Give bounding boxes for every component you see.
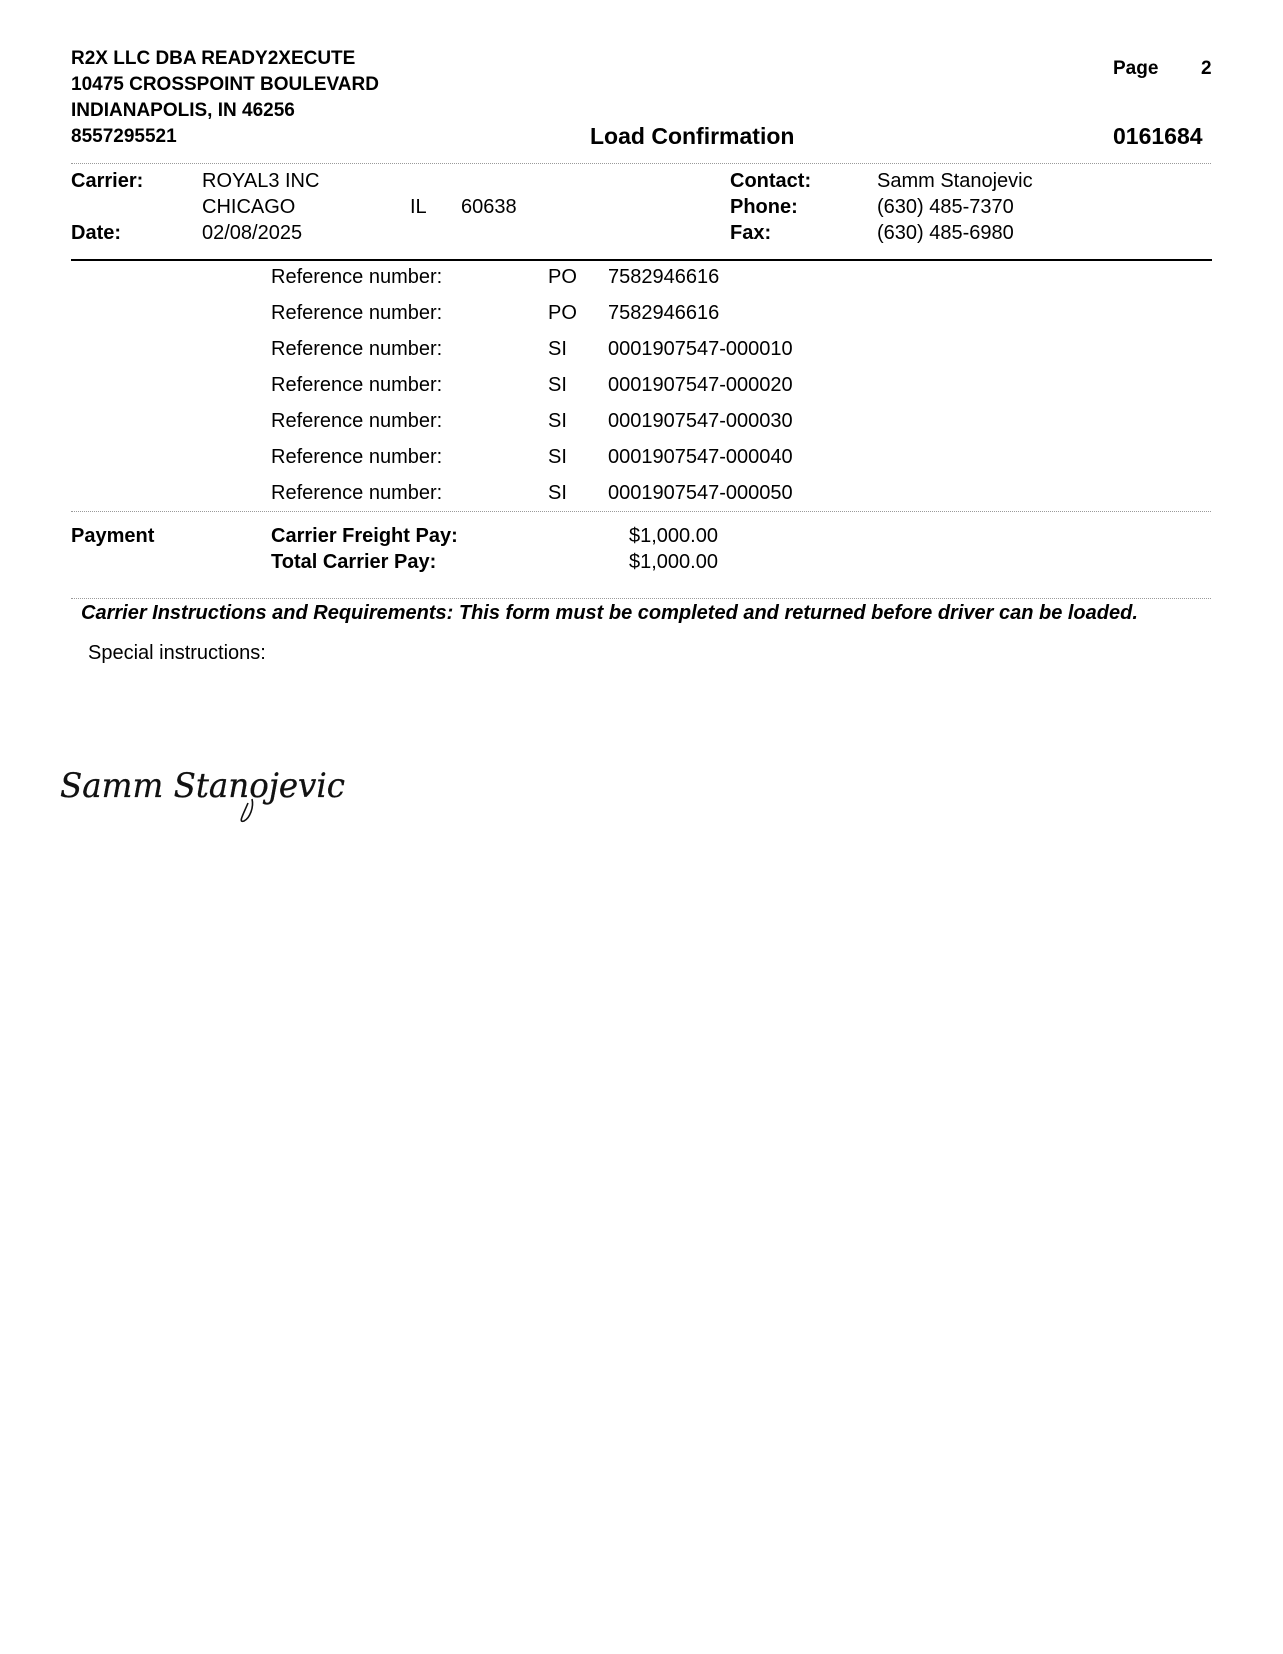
reference-value: 7582946616 bbox=[608, 302, 720, 324]
reference-label: Reference number: bbox=[271, 338, 443, 360]
company-phone: 8557295521 bbox=[71, 126, 177, 147]
phone-value: (630) 485-7370 bbox=[877, 196, 1014, 218]
header-divider bbox=[71, 163, 1211, 164]
payment-divider bbox=[71, 598, 1211, 599]
reference-value: 0001907547-000050 bbox=[608, 482, 793, 504]
carrier-divider bbox=[71, 259, 1212, 261]
reference-code: PO bbox=[548, 266, 577, 288]
carrier-label: Carrier: bbox=[71, 170, 144, 192]
phone-label: Phone: bbox=[730, 196, 798, 218]
carrier-freight-pay-label: Carrier Freight Pay: bbox=[271, 525, 458, 547]
signature bbox=[58, 755, 358, 825]
total-carrier-pay-label: Total Carrier Pay: bbox=[271, 551, 437, 573]
reference-code: PO bbox=[548, 302, 577, 324]
reference-value: 0001907547-000030 bbox=[608, 410, 793, 432]
reference-row bbox=[0, 266, 1283, 302]
reference-code: SI bbox=[548, 410, 567, 432]
page-number: 2 bbox=[1201, 58, 1212, 79]
references-divider bbox=[71, 511, 1211, 512]
date-value: 02/08/2025 bbox=[202, 222, 303, 244]
reference-row bbox=[0, 338, 1283, 374]
signature-text: Samm Stanojevic bbox=[60, 766, 345, 806]
reference-code: SI bbox=[548, 482, 567, 504]
company-address: 10475 CROSSPOINT BOULEVARD bbox=[71, 74, 379, 95]
reference-label: Reference number: bbox=[271, 302, 443, 324]
fax-label: Fax: bbox=[730, 222, 772, 244]
contact-value: Samm Stanojevic bbox=[877, 170, 1033, 192]
contact-label: Contact: bbox=[730, 170, 812, 192]
reference-code: SI bbox=[548, 374, 567, 396]
reference-code: SI bbox=[548, 338, 567, 360]
reference-label: Reference number: bbox=[271, 374, 443, 396]
company-name: R2X LLC DBA READY2XECUTE bbox=[71, 48, 356, 69]
carrier-state: IL bbox=[410, 196, 427, 218]
total-carrier-pay-value: $1,000.00 bbox=[629, 551, 718, 573]
reference-row bbox=[0, 446, 1283, 482]
date-label: Date: bbox=[71, 222, 122, 244]
reference-label: Reference number: bbox=[271, 410, 443, 432]
page-label: Page bbox=[1113, 58, 1159, 79]
company-city-state-zip: INDIANAPOLIS, IN 46256 bbox=[71, 100, 295, 121]
document-number: 0161684 bbox=[1113, 123, 1203, 149]
reference-label: Reference number: bbox=[271, 266, 443, 288]
fax-value: (630) 485-6980 bbox=[877, 222, 1014, 244]
carrier-name: ROYAL3 INC bbox=[202, 170, 320, 192]
carrier-instructions-heading: Carrier Instructions and Requirements: This form must be completed and returned before driver can be loaded. bbox=[81, 602, 1138, 624]
reference-value: 7582946616 bbox=[608, 266, 720, 288]
reference-value: 0001907547-000040 bbox=[608, 446, 793, 468]
reference-value: 0001907547-000010 bbox=[608, 338, 793, 360]
reference-row bbox=[0, 374, 1283, 410]
carrier-freight-pay-value: $1,000.00 bbox=[629, 525, 718, 547]
special-instructions-label: Special instructions: bbox=[88, 642, 266, 664]
reference-label: Reference number: bbox=[271, 446, 443, 468]
document-title: Load Confirmation bbox=[590, 123, 795, 149]
reference-row bbox=[0, 482, 1283, 518]
carrier-zip: 60638 bbox=[461, 196, 517, 218]
payment-section-label: Payment bbox=[71, 525, 155, 547]
reference-row bbox=[0, 410, 1283, 446]
reference-code: SI bbox=[548, 446, 567, 468]
reference-label: Reference number: bbox=[271, 482, 443, 504]
carrier-city: CHICAGO bbox=[202, 196, 296, 218]
reference-value: 0001907547-000020 bbox=[608, 374, 793, 396]
reference-row bbox=[0, 302, 1283, 338]
